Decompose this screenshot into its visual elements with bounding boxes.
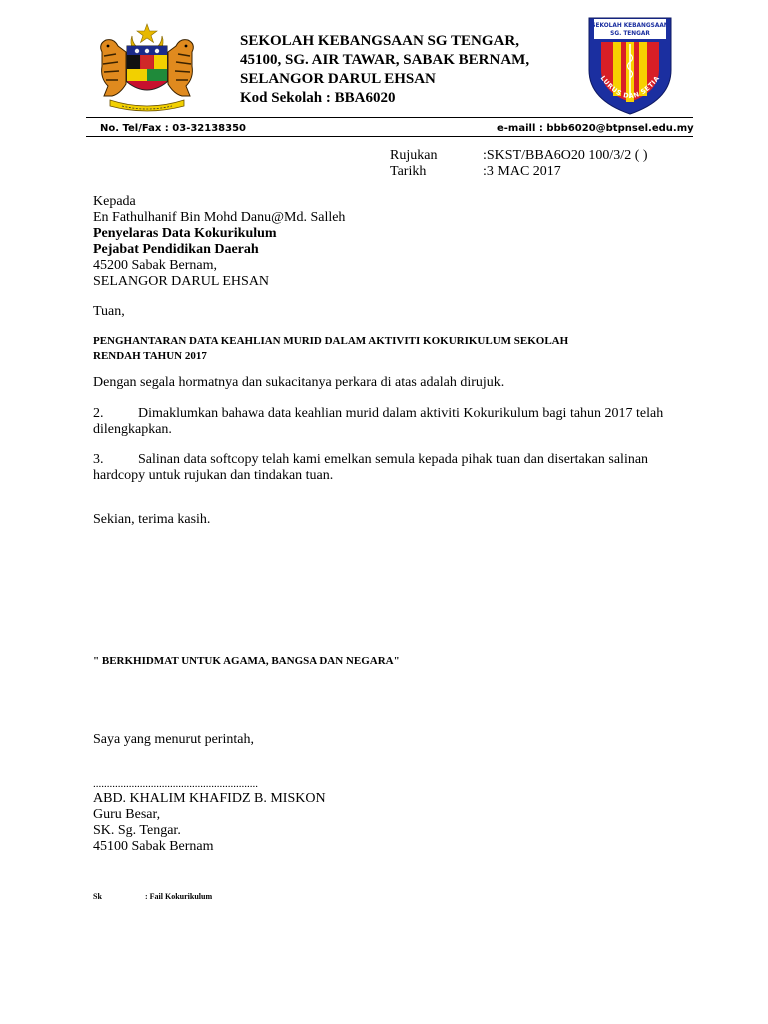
reference-value: :SKST/BBA6O20 100/3/2 ( ) (483, 148, 648, 163)
recipient-to: Kepada (93, 194, 136, 209)
motto: " BERKHIDMAT UNTUK AGAMA, BANGSA DAN NEGARA" (93, 655, 400, 667)
header-rule-top (86, 117, 693, 118)
cc-value: : Fail Kokurikulum (145, 892, 213, 901)
recipient-office: Pejabat Pendidikan Daerah (93, 242, 259, 257)
greeting: Tuan, (93, 304, 125, 319)
date-value: :3 MAC 2017 (483, 164, 561, 179)
sign-off: Saya yang menurut perintah, (93, 732, 254, 747)
coat-of-arms-logo (92, 22, 202, 112)
paragraph-3 (93, 452, 678, 484)
recipient-name: En Fathulhanif Bin Mohd Danu@Md. Salleh (93, 210, 346, 225)
closing: Sekian, terima kasih. (93, 512, 211, 527)
subject-line-1: PENGHANTARAN DATA KEAHLIAN MURID DALAM AKTIVITI KOKURIKULUM SEKOLAH (93, 335, 569, 347)
date-label: Tarikh (390, 164, 427, 179)
crest-motto: LURUS DAN SETIA (598, 74, 662, 101)
subject-block (93, 334, 568, 364)
header-rule-bottom (86, 136, 693, 137)
reference-block (390, 148, 648, 180)
recipient-title: Penyelaras Data Kokurikulum (93, 226, 277, 241)
letterhead-block (240, 32, 529, 108)
reference-row (390, 148, 648, 164)
date-row (390, 164, 648, 180)
crest-text-top: SEKOLAH KEBANGSAAN (591, 23, 669, 29)
cc-line (93, 892, 212, 901)
school-code: Kod Sekolah : BBA6020 (240, 90, 396, 106)
school-name: SEKOLAH KEBANGSAAN SG TENGAR, (240, 33, 519, 49)
recipient-address-1: 45200 Sabak Bernam, (93, 258, 218, 273)
school-crest-logo (585, 14, 675, 118)
recipient-address-2: SELANGOR DARUL EHSAN (93, 274, 270, 289)
school-address-line-1: 45100, SG. AIR TAWAR, SABAK BERNAM, (240, 52, 530, 68)
signature-line: ............................................................ (93, 778, 258, 790)
paragraph-2 (93, 406, 678, 438)
paragraph-3-number: 3. (93, 452, 104, 467)
cc-label: Sk (93, 892, 102, 901)
paragraph-2-text: Dimaklumkan bahawa data keahlian murid dalam aktiviti Kokurikulum bagi tahun 2017 telah dilengkapkan. (93, 406, 664, 437)
crest-text-sub: SG. TENGAR (610, 31, 650, 37)
reference-label: Rujukan (390, 148, 438, 163)
signatory-address: 45100 Sabak Bernam (93, 839, 214, 854)
signatory-name: ABD. KHALIM KHAFIDZ B. MISKON (93, 791, 326, 806)
email-address: e-maill : bbb6020@btpnsel.edu.my (497, 123, 694, 134)
signatory-school: SK. Sg. Tengar. (93, 823, 181, 838)
paragraph-3-text: Salinan data softcopy telah kami emelkan semula kepada pihak tuan dan disertakan salinan hardcopy untuk rujukan dan tindakan tuan. (93, 452, 649, 483)
subject-line-2: RENDAH TAHUN 2017 (93, 350, 207, 362)
signatory-position: Guru Besar, (93, 807, 161, 822)
paragraph-2-number: 2. (93, 406, 104, 421)
paragraph-1: Dengan segala hormatnya dan sukacitanya perkara di atas adalah dirujuk. (93, 375, 505, 390)
recipient-block (93, 194, 345, 290)
signature-block (93, 777, 326, 855)
school-address-line-2: SELANGOR DARUL EHSAN (240, 71, 436, 87)
tel-fax: No. Tel/Fax : 03-32138350 (100, 123, 247, 134)
